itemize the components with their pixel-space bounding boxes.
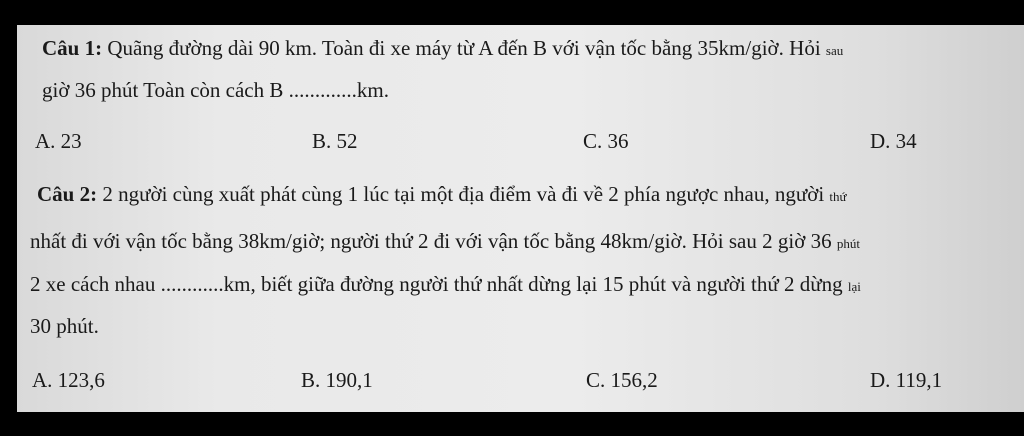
- q2-choice-d: D. 119,1: [870, 368, 943, 392]
- q1-choice-a: A. 23: [35, 129, 82, 153]
- q2-text-line1: 2 người cùng xuất phát cùng 1 lúc tại một địa điểm và đi về 2 phía ngược nhau, người: [102, 182, 825, 206]
- q1-text-line2-pre: giờ 36 phút Toàn còn cách B: [42, 78, 284, 102]
- q2-text-line3-pre: 2 xe cách nhau: [30, 272, 156, 296]
- q2-line1: [37, 182, 847, 209]
- q2-choice-b: B. 190,1: [301, 368, 373, 392]
- q1-line2: [42, 78, 389, 102]
- q2-choice-c: C. 156,2: [586, 368, 658, 392]
- q2-choice-a: A. 123,6: [32, 368, 105, 392]
- q1-choice-d: D. 34: [870, 129, 917, 153]
- q1-answer-blank: .............: [288, 78, 357, 102]
- q2-text-line1-cut: thứ: [829, 189, 847, 204]
- exam-paper: [17, 25, 1024, 412]
- q2-text-line3-cut: lại: [847, 279, 861, 294]
- q2-line2: [30, 229, 860, 256]
- q2-text-line3-post: km, biết giữa đường người thứ nhất dừng lại 15 phút và người thứ 2 dừng: [223, 272, 843, 296]
- q2-text-line2-cut: phút: [836, 236, 860, 251]
- q1-line1: [42, 36, 843, 63]
- q2-text-line4: 30 phút.: [30, 314, 99, 338]
- q2-text-line2: nhất đi với vận tốc bằng 38km/giờ; người thứ 2 đi với vận tốc bằng 48km/giờ. Hỏi sau 2 giờ 36: [30, 229, 832, 253]
- q1-text-cut: sau: [825, 43, 844, 58]
- q2-answer-blank: ............: [160, 272, 224, 296]
- q1-choice-b: B. 52: [312, 129, 358, 153]
- q1-label: Câu 1:: [42, 36, 103, 60]
- q2-label: Câu 2:: [37, 182, 98, 206]
- q1-text-line2-post: km.: [356, 78, 389, 102]
- q2-line4: [30, 314, 99, 338]
- q1-choice-c: C. 36: [583, 129, 629, 153]
- q1-text-line1: Quãng đường dài 90 km. Toàn đi xe máy từ A đến B với vận tốc bằng 35km/giờ. Hỏi: [107, 36, 821, 60]
- q2-line3: [30, 272, 861, 299]
